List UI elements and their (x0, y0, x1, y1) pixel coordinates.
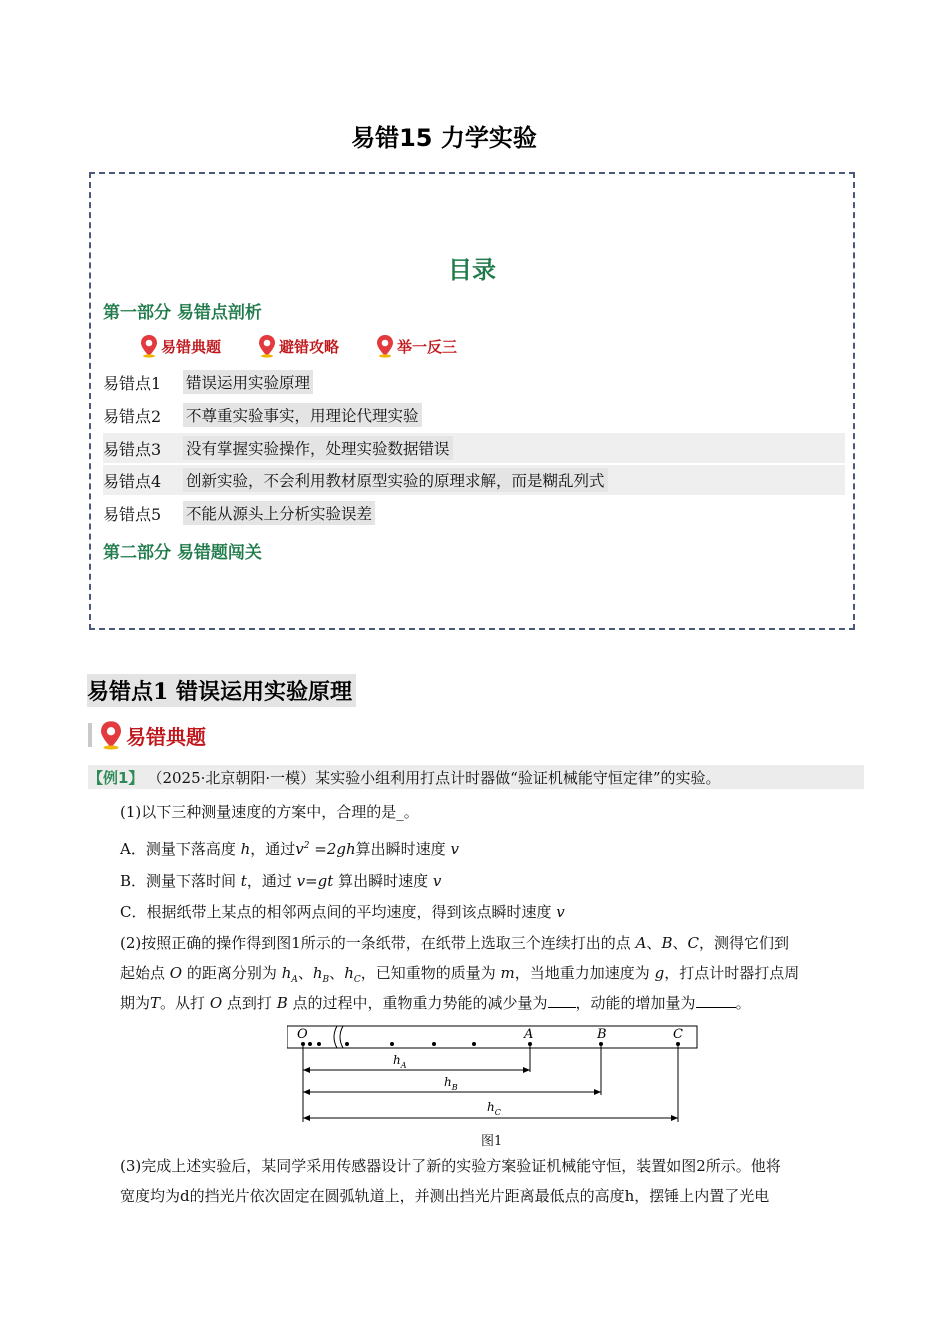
toc-item-5[interactable] (103, 498, 845, 528)
toc-tag-2[interactable] (257, 334, 339, 358)
question-3-line-2: 宽度均为d的挡光片依次固定在圆弧轨道上，并测出挡光片距离最低点的高度h，摆锤上内置了光电 (120, 1187, 770, 1205)
toc-tag-label: 举一反三 (397, 337, 458, 356)
toc-tag-label: 避错攻略 (279, 337, 340, 356)
question-2-line-2: 起始点 O 的距离分别为 $h_A$、$h_B$、$h_C$，已知重物的质量为 m，当地重力加速度为 g，打点计时器打点周 (120, 964, 800, 985)
tape-break-right (340, 1026, 343, 1048)
example-intro (88, 765, 864, 789)
option-a (120, 836, 459, 859)
heading-bar (88, 723, 92, 747)
point-label-A: A (524, 1027, 534, 1042)
toc-item-text: 没有掌握实验操作，处理实验数据错误 (183, 436, 453, 460)
dim-label-hA: $h_A$ (393, 1053, 407, 1070)
option-a-text: ，通过 (250, 840, 296, 858)
tape-dot (345, 1042, 349, 1046)
tape-dot (432, 1042, 436, 1046)
paper-tape-diagram (287, 1020, 699, 1130)
option-c (120, 902, 565, 922)
q2-text: 。 (735, 994, 751, 1012)
tape-dot (317, 1042, 321, 1046)
question-3-line-1: (3)完成上述实验后，某同学采用传感器设计了新的实验方案验证机械能守恒，装置如图2所示。他将 (120, 1157, 781, 1175)
option-a-text: 算出瞬时速度 (355, 840, 446, 858)
section-heading: 易错点1 错误运用实验原理 (87, 674, 356, 707)
option-b-text: 算出瞬时速度 (333, 872, 429, 890)
toc-box (89, 172, 855, 630)
var-t: t (240, 872, 247, 890)
page-title: 易错15 力学实验 (351, 124, 537, 152)
dim-label-hB: $h_B$ (444, 1075, 458, 1092)
toc-tag-row (139, 334, 457, 358)
point-label-B: B (597, 1027, 607, 1042)
q2-text: 点到打 (226, 994, 272, 1012)
q2-text: ，动能的增加量为 (575, 994, 696, 1012)
q2-text: 点的过程中，重物重力势能的减少量为 (292, 994, 548, 1012)
toc-item-number: 易错点2 (103, 406, 162, 426)
toc-item-number: 易错点5 (103, 504, 162, 524)
toc-title: 目录 (448, 256, 496, 284)
point-label-O: O (297, 1027, 308, 1042)
tape-dot (308, 1042, 312, 1046)
toc-part2-link[interactable]: 第二部分 易错题闯关 (103, 543, 262, 563)
toc-item-number: 易错点4 (103, 471, 162, 491)
var-v: v (432, 872, 442, 890)
q2-text: ，已知重物的质量为 (360, 964, 496, 982)
location-pin-icon (375, 334, 395, 358)
point-label-C: C (673, 1027, 683, 1042)
option-b-text: B．测量下落时间 (120, 872, 241, 890)
toc-item-text: 错误运用实验原理 (183, 370, 313, 394)
option-a-text: A．测量下落高度 (120, 840, 241, 858)
toc-item-text: 创新实验，不会利用教材原型实验的原理求解，而是糊乱列式 (183, 468, 608, 492)
toc-item-text: 不尊重实验事实，用理论代理实验 (183, 403, 422, 427)
toc-tag-label: 易错典题 (161, 337, 222, 356)
q2-text: 期为 (120, 994, 151, 1012)
toc-item-2[interactable] (103, 400, 845, 430)
toc-item-3[interactable] (103, 433, 845, 463)
tape-dot (472, 1042, 476, 1046)
question-2-line-3: 期为T。从打 O 点到打 B 点的过程中，重物重力势能的减少量为 ，动能的增加量为 。 (120, 994, 751, 1012)
q2-text: ，当地重力加速度为 (514, 964, 650, 982)
toc-item-number: 易错点1 (103, 373, 162, 393)
q2-text: 起始点 (120, 964, 166, 982)
toc-item-4[interactable] (103, 465, 845, 495)
var-v: v (450, 840, 459, 858)
formula-v-gt: v (296, 872, 306, 890)
question-2-line-1: (2)按照正确的操作得到图1所示的一条纸带，在纸带上选取三个连续打出的点 A、B、C，测得它们到 (120, 934, 789, 952)
question-1: (1)以下三种测量速度的方案中，合理的是_。 (120, 803, 419, 821)
answer-blank-1[interactable] (548, 993, 576, 1008)
formula-v2-2gh: $v^2 =2gh$ (295, 840, 356, 858)
toc-item-text: 不能从源头上分析实验误差 (183, 501, 375, 525)
tape-break-left (334, 1026, 337, 1048)
q2-text: 。从打 (160, 994, 206, 1012)
option-c-text: C．根据纸带上某点的相邻两点间的平均速度，得到该点瞬时速度 (120, 903, 552, 921)
toc-item-1[interactable] (103, 367, 845, 397)
location-pin-icon (98, 720, 124, 750)
var-v: v (556, 903, 565, 921)
q2-text: (2)按照正确的操作得到图1所示的一条纸带，在纸带上选取三个连续打出的点 (120, 934, 631, 952)
q2-text: 的距离分别为 (186, 964, 277, 982)
toc-tag-1[interactable] (139, 334, 221, 358)
example-tag: 【例1】 (88, 768, 144, 787)
option-b-text: ，通过 (246, 872, 297, 890)
tape-dot (390, 1042, 394, 1046)
figure-1-paper-tape (287, 1020, 699, 1134)
var-h: h (240, 840, 251, 858)
figure-caption: 图1 (481, 1134, 503, 1149)
toc-part1-link[interactable]: 第一部分 易错点剖析 (103, 303, 262, 323)
location-pin-icon (257, 334, 277, 358)
dim-label-hC: $h_C$ (487, 1100, 501, 1117)
sub-heading (88, 720, 206, 750)
example-intro-text: （2025·北京朝阳·一模）某实验小组利用打点计时器做“验证机械能守恒定律”的实验。 (147, 768, 721, 787)
answer-blank-2[interactable] (696, 993, 736, 1008)
toc-item-number: 易错点3 (103, 439, 162, 459)
location-pin-icon (139, 334, 159, 358)
option-b: B．测量下落时间 t，通过 v=gt 算出瞬时速度 v (120, 872, 442, 890)
toc-tag-3[interactable] (375, 334, 457, 358)
q2-text: ，打点计时器打点周 (664, 964, 800, 982)
sub-heading-label: 易错典题 (126, 724, 206, 749)
